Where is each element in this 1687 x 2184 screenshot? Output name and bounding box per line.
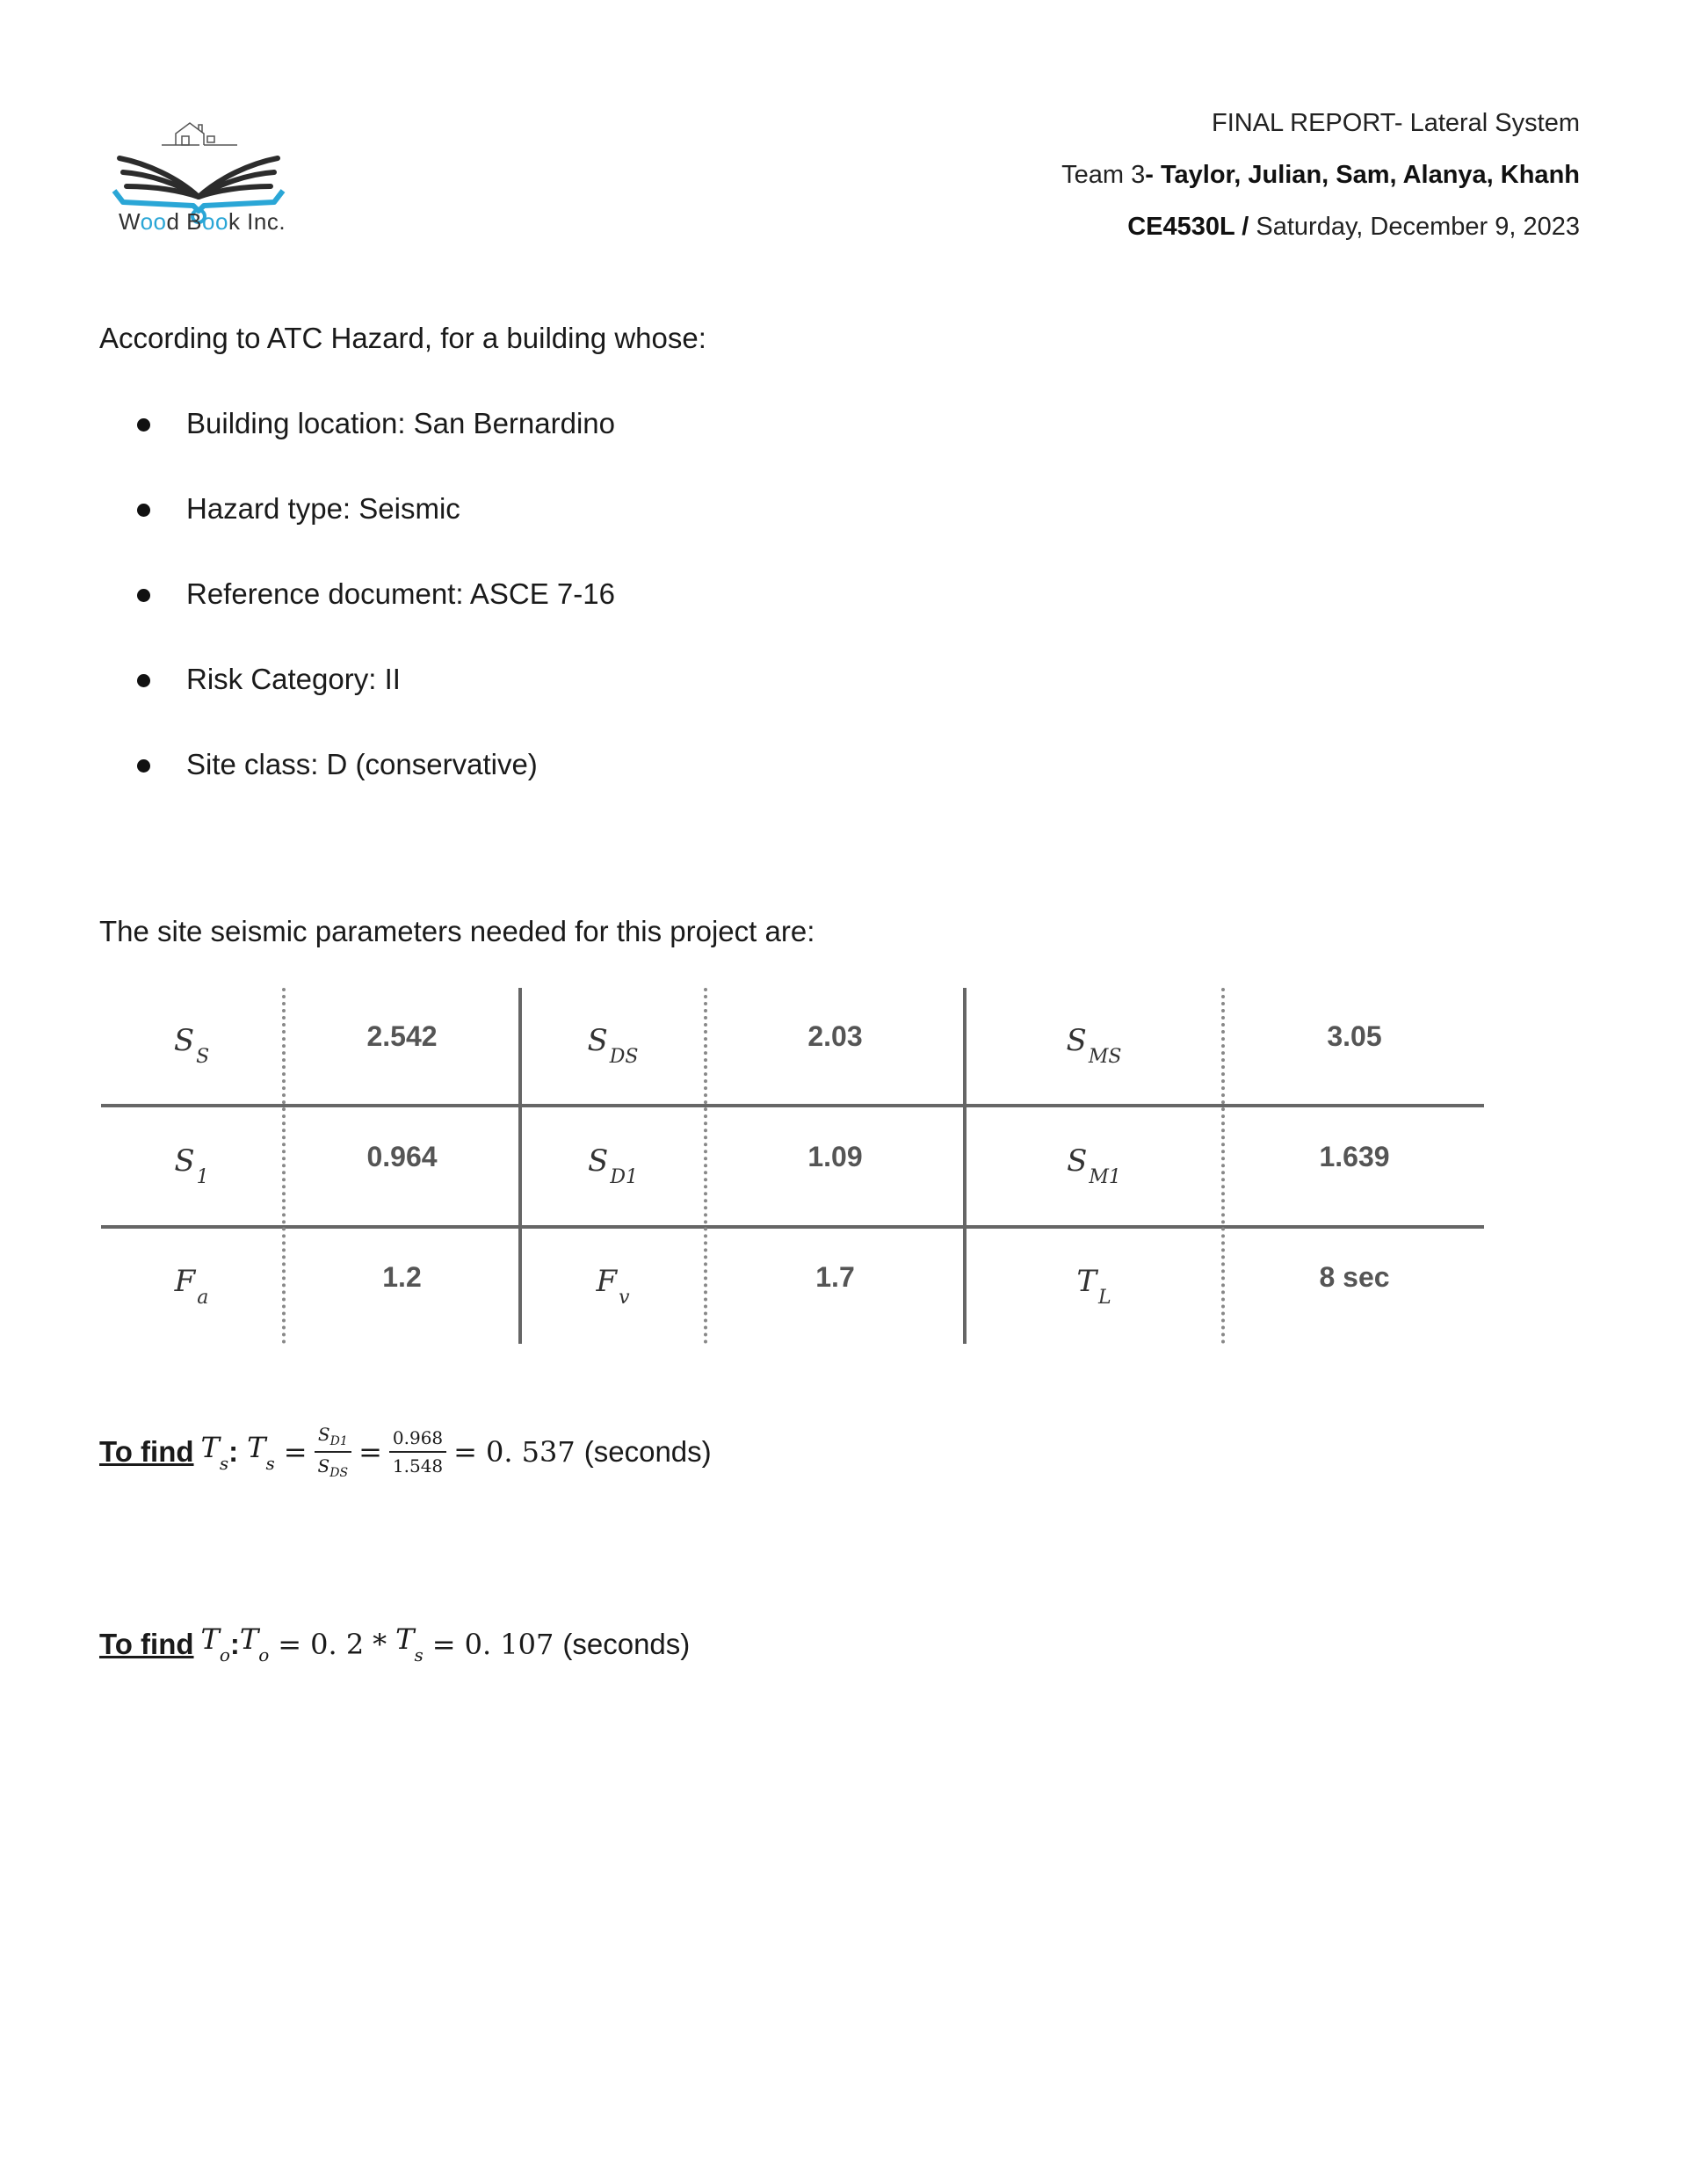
bullet-icon: [137, 759, 150, 773]
row-divider: [101, 1104, 1484, 1107]
coefficient: 0. 2: [310, 1627, 365, 1661]
table-cell-symbol: $T_L$: [1076, 1263, 1111, 1309]
list-item: Reference document: ASCE 7-16: [132, 573, 615, 658]
house-icon: [162, 123, 237, 145]
table-cell-symbol: $S_{MS}$: [1066, 1022, 1122, 1068]
table-cell-symbol: $S_1$: [174, 1143, 209, 1188]
to-find-label: To find: [99, 1435, 194, 1468]
equals-sign: =: [431, 1627, 456, 1661]
lhs-variable: $T_s$: [247, 1430, 275, 1474]
multiply-sign: *: [373, 1627, 387, 1661]
bullet-icon: [137, 418, 150, 432]
table-cell-value: 8 sec: [1319, 1260, 1390, 1293]
table-cell-symbol: $S_{DS}$: [587, 1022, 639, 1068]
result-value: 0. 537: [485, 1435, 576, 1469]
target-variable: $T_s$: [200, 1430, 229, 1474]
table-cell-symbol: $F_v$: [596, 1263, 630, 1309]
result-value: 0. 107: [464, 1627, 554, 1661]
table-cell-value: 1.7: [815, 1260, 855, 1293]
bullet-icon: [137, 504, 150, 517]
table-cell-value: 0.964: [366, 1140, 438, 1172]
equals-sign: =: [358, 1435, 382, 1469]
table-cell-value: 1.2: [382, 1260, 422, 1293]
building-criteria-list: [132, 403, 615, 829]
result-unit: (seconds): [562, 1627, 691, 1660]
equals-sign: =: [283, 1435, 308, 1469]
equation-ts: To find $T_s$ : $T_s$ = $\frac{S_{D1}}{S_{DS}}$ = $\frac{0.968}{1.548}$ = 0. 537 (seconds): [99, 1424, 712, 1480]
list-item: Risk Category: II: [132, 658, 615, 744]
list-item: Site class: D (conservative): [132, 744, 615, 829]
equation-to: To find $T_o$ : $T_o$ = 0. 2 * $T_s$ = 0. 107 (seconds): [99, 1622, 691, 1665]
equals-sign: =: [453, 1435, 477, 1469]
table-cell-symbol: $S_S$: [173, 1022, 210, 1068]
bullet-icon: [137, 674, 150, 687]
team-line: Team 3- Taylor, Julian, Sam, Alanya, Khanh: [1061, 161, 1580, 189]
table-cell-symbol: $S_{M1}$: [1067, 1143, 1121, 1188]
table-cell-value: 2.542: [366, 1019, 438, 1052]
table-cell-symbol: $S_{D1}$: [588, 1143, 638, 1188]
logo-text: Wood Book Inc.: [119, 208, 286, 235]
target-variable: $T_o$: [200, 1622, 230, 1665]
symbolic-fraction: $\frac{S_{D1}}{S_{DS}}$: [315, 1424, 352, 1480]
table-cell-value: 2.03: [807, 1019, 863, 1052]
table-cell-symbol: $F_a$: [174, 1263, 209, 1309]
table-cell-value: 1.09: [807, 1140, 863, 1172]
to-find-label: To find: [99, 1627, 194, 1660]
params-intro-text: The site seismic parameters needed for this project are:: [99, 915, 815, 947]
equals-sign: =: [278, 1627, 302, 1661]
table-cell-value: 3.05: [1327, 1019, 1382, 1052]
row-divider: [101, 1225, 1484, 1229]
rhs-variable: $T_s$: [395, 1622, 424, 1665]
book-icon: [119, 158, 278, 197]
lhs-variable: $T_o$: [239, 1622, 270, 1665]
table-cell-value: 1.639: [1319, 1140, 1390, 1172]
list-item: Hazard type: Seismic: [132, 488, 615, 573]
intro-text: According to ATC Hazard, for a building whose:: [99, 322, 706, 354]
result-unit: (seconds): [583, 1435, 712, 1468]
numeric-fraction: $\frac{0.968}{1.548}$: [389, 1427, 446, 1477]
report-title: FINAL REPORT- Lateral System: [1211, 109, 1580, 137]
seismic-parameters-table: [101, 988, 1484, 1344]
list-item: Building location: San Bernardino: [132, 403, 615, 488]
bullet-icon: [137, 589, 150, 602]
course-date-line: CE4530L / Saturday, December 9, 2023: [1127, 213, 1580, 241]
